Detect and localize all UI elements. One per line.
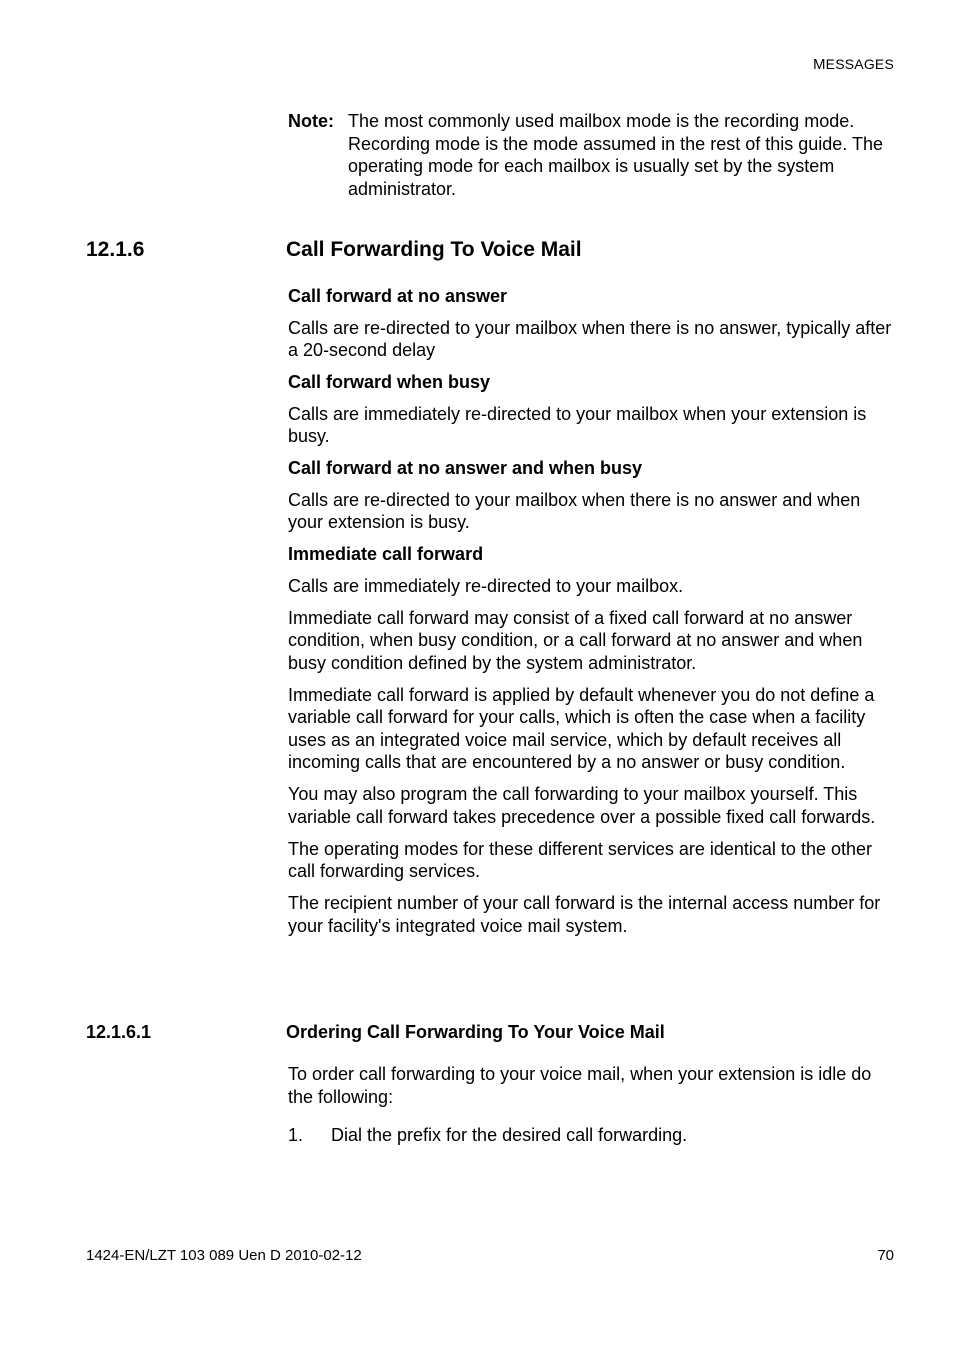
section-number: 12.1.6 xyxy=(86,238,145,261)
list-item-number: 1. xyxy=(288,1125,304,1145)
paragraph-no-answer-and-busy: Calls are re-directed to your mailbox when there is no answer and when your extension is busy. xyxy=(288,489,861,532)
list-item-text: Dial the prefix for the desired call forwarding. xyxy=(331,1125,688,1145)
subheading-immediate: Immediate call forward xyxy=(288,544,484,564)
footer-page-number: 70 xyxy=(877,1247,894,1264)
note-text: The most commonly used mailbox mode is the recording mode. Recording mode is the mode assumed in the rest of this guide. The operating mode for each mailbox is usually set by the system administrator. xyxy=(348,111,883,199)
subheading-no-answer: Call forward at no answer xyxy=(288,286,508,306)
running-header xyxy=(813,56,894,73)
paragraph: You may also program the call forwarding to your mailbox yourself. This variable call forward takes precedence over a possible fixed call forwards. xyxy=(288,784,876,827)
paragraph-immediate: Calls are immediately re-directed to your mailbox. xyxy=(288,575,684,596)
running-header-rest: ESSAGES xyxy=(825,56,894,72)
paragraph: Immediate call forward may consist of a fixed call forward at no answer condition, when busy condition, or a call forward at no answer and when busy condition defined by the system administrator. xyxy=(288,607,863,673)
paragraph: Immediate call forward is applied by default whenever you do not define a variable call forward for your calls, which is often the case when a facility uses as an integrated voice mail service, which by default receives all incoming calls that are encountered by a no answer or busy condition. xyxy=(288,684,875,772)
subsection-title: Ordering Call Forwarding To Your Voice Mail xyxy=(286,1022,665,1042)
subsection-intro: To order call forwarding to your voice mail, when your extension is idle do the following: xyxy=(288,1064,872,1107)
subheading-no-answer-and-busy: Call forward at no answer and when busy xyxy=(288,458,643,478)
paragraph: The operating modes for these different services are identical to the other call forwarding services. xyxy=(288,838,872,881)
paragraph-when-busy: Calls are immediately re-directed to your mailbox when your extension is busy. xyxy=(288,403,867,446)
section-title: Call Forwarding To Voice Mail xyxy=(286,238,582,261)
running-header-cap: M xyxy=(812,56,826,73)
paragraph-no-answer: Calls are re-directed to your mailbox when there is no answer, typically after a 20-second delay xyxy=(288,317,892,360)
list-item xyxy=(288,1124,687,1147)
paragraph: The recipient number of your call forward is the internal access number for your facility's integrated voice mail system. xyxy=(288,893,881,936)
subheading-when-busy: Call forward when busy xyxy=(288,372,491,392)
subsection-number: 12.1.6.1 xyxy=(86,1022,152,1042)
footer-doc-id: 1424-EN/LZT 103 089 Uen D 2010-02-12 xyxy=(86,1247,362,1264)
note-block xyxy=(288,110,898,200)
note-label: Note: xyxy=(288,111,334,131)
section-body xyxy=(288,285,896,947)
